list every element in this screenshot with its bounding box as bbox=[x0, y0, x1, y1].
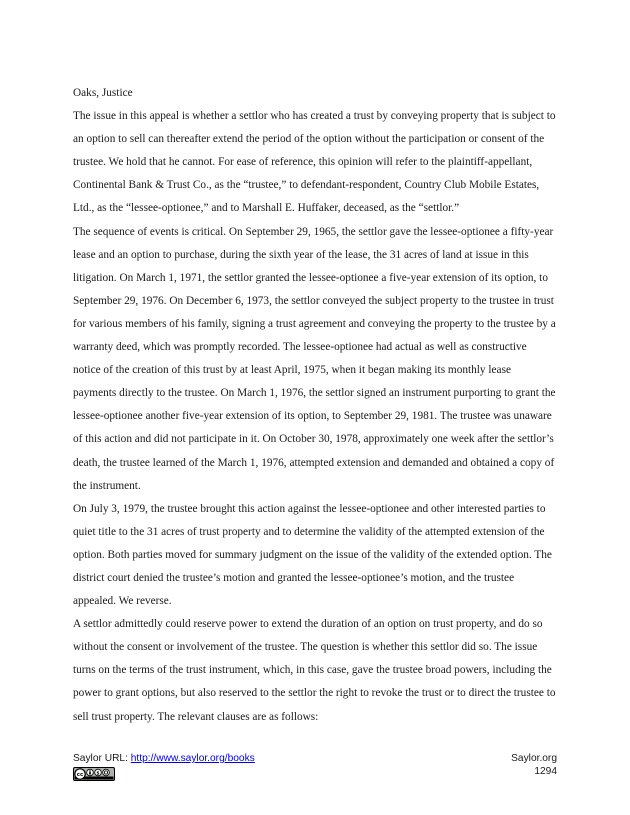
creative-commons-by-nc-sa-icon bbox=[73, 767, 115, 781]
page-number: 1294 bbox=[534, 766, 557, 777]
paragraph-issue: The issue in this appeal is whether a settlor who has created a trust by conveying property that is subject to an option to sell can thereafter extend the period of the option without the participation or consent of the trustee. We hold that he cannot. For ease of reference, this opinion will refer to the plaintiff-appellant, Continental Bank & Trust Co., as the “trustee,” to defendant-respondent, Country Club Mobile Estates, Ltd., as the “lessee-optionee,” and to Marshall E. Huffaker, deceased, as the “settlor.” bbox=[73, 110, 556, 215]
saylor-books-link[interactable]: http://www.saylor.org/books bbox=[130, 753, 255, 764]
author-line: Oaks, Justice bbox=[73, 87, 133, 99]
footer-site: Saylor.org bbox=[511, 753, 557, 764]
footer-page-info bbox=[511, 752, 557, 778]
document-body bbox=[73, 82, 557, 729]
footer-source bbox=[73, 752, 255, 765]
paragraph-sequence: The sequence of events is critical. On September 29, 1965, the settlor gave the lessee-optionee a fifty-year lease and an option to purchase, during the sixth year of the lease, the 31 acres of land at issue in this litigation. On March 1, 1971, the settlor granted the lessee-optionee a five-year extension of its option, to September 29, 1976. On December 6, 1973, the settlor conveyed the subject property to the trustee in trust for various members of his family, signing a trust agreement and conveying the property to the trustee by a warranty deed, which was promptly recorded. The lessee-optionee had actual as well as constructive notice of the creation of this trust by at least April, 1975, when it began making its monthly lease payments directly to the trustee. On March 1, 1976, the settlor signed an instrument purporting to grant the lessee-optionee another five-year extension of its option, to September 29, 1981. The trustee was unaware of this action and did not participate in it. On October 30, 1978, approximately one week after the settlor’s death, the trustee learned of the March 1, 1976, attempted extension and demanded and obtained a copy of the instrument. bbox=[73, 225, 556, 492]
svg-text:cc: cc bbox=[76, 772, 84, 778]
svg-text:$: $ bbox=[96, 771, 100, 777]
footer-url-label: Saylor URL: bbox=[73, 753, 131, 764]
paragraph-procedure: On July 3, 1979, the trustee brought this action against the lessee-optionee and other interested parties to quiet title to the 31 acres of trust property and to determine the validity of the attempted extension of the option. Both parties moved for summary judgment on the issue of the validity of the extended option. The district court denied the trustee’s motion and granted the lessee-optionee’s motion, and the trustee appealed. We reverse. bbox=[73, 502, 552, 608]
paragraph-analysis: A settlor admittedly could reserve power to extend the duration of an option on trust property, and do so without the consent or involvement of the trustee. The question is whether this settlor did so. The issue turns on the terms of the trust instrument, which, in this case, gave the trustee broad powers, including the power to grant options, but also reserved to the settlor the right to revoke the trust or to direct the trustee to sell trust property. The relevant clauses are as follows: bbox=[73, 618, 556, 723]
